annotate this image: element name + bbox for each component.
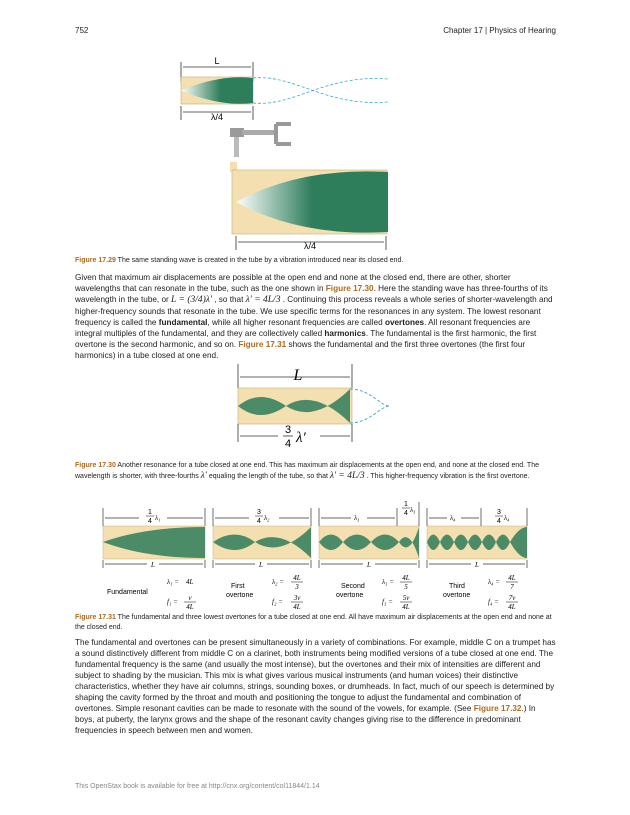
figure-link[interactable]: Figure 17.31: [238, 340, 287, 349]
svg-text:L: L: [151, 561, 155, 569]
tube-second-overtone: [319, 501, 419, 610]
wave-extension: [253, 78, 388, 103]
tuning-fork-tines: [276, 124, 291, 144]
svg-text:4L: 4L: [186, 603, 194, 610]
paragraph-1: Given that maximum air displacements are possible at the open end and none at the closed end, there are other, shorter wavelengths that can resonate in the tube, such as the one shown in Figure 17.30. Here the standing wave has three-fourths of its wavelength in the tube, or L = (3/4)λ′ , so that λ′ = 4L/3 . Continuing this process reveals a whole series of shorter-wavelength and higher-frequency sounds that resonate in the tube. We use specific terms for the resonances in any system. The lowest resonant frequency is called the fundamental, while all higher resonant frequencies are called overtones. All resonant frequencies are integral multiples of the fundamental, and they are collectively called harmonics. The fundamental is the first harmonic, the first overtone is the second harmonic, and so on. Figure 17.31 shows the fundamental and the first three overtones (the first four harmonics) in a tube closed at one end.: [75, 273, 553, 360]
svg-text:λ₂: λ₂: [264, 514, 270, 522]
svg-text:3: 3: [497, 509, 501, 516]
caption-17-29: Figure 17.29 The same standing wave is created in the tube by a vibration introduced near its closed end.: [75, 257, 404, 264]
figure-17-29: [150, 52, 390, 252]
svg-text:4L: 4L: [293, 574, 301, 582]
chapter-header: Chapter 17 | Physics of Hearing: [443, 26, 556, 35]
svg-text:λ₃: λ₃: [410, 506, 416, 514]
svg-text:λ₂ =: λ₂ =: [272, 578, 284, 586]
svg-text:4L: 4L: [293, 603, 301, 610]
tube-first-overtone: [213, 508, 311, 610]
svg-text:4: 4: [257, 518, 261, 525]
svg-text:3: 3: [257, 509, 261, 516]
tuning-fork-stem: [234, 137, 239, 157]
svg-text:v: v: [188, 594, 192, 602]
svg-text:λ₄: λ₄: [504, 514, 510, 522]
svg-text:1: 1: [148, 509, 152, 516]
page-number: 752: [75, 26, 89, 35]
svg-text:4L: 4L: [402, 574, 410, 582]
figure-link[interactable]: Figure 17.30: [325, 284, 374, 293]
svg-text:4: 4: [404, 510, 408, 517]
frac-num: 3: [284, 424, 292, 436]
footer: This OpenStax book is available for free at http://cnx.org/content/col11844/1.14: [75, 783, 320, 790]
svg-text:λ₄ =: λ₄ =: [488, 578, 500, 586]
svg-text:4: 4: [497, 518, 501, 525]
svg-text:L: L: [367, 561, 371, 569]
svg-text:λ₃: λ₃: [354, 514, 360, 522]
svg-text:L: L: [475, 561, 479, 569]
svg-text:5: 5: [404, 583, 408, 591]
tube-third-overtone: [427, 508, 527, 610]
tube-fundamental: [103, 508, 205, 610]
caption-17-31: Figure 17.31 The fundamental and three lowest overtones for a tube closed at one end. All have maximum air displacements at the open end and none at the closed end.: [75, 614, 552, 631]
figure-17-30: [230, 364, 400, 456]
svg-text:overtone: overtone: [226, 592, 254, 599]
svg-text:f₁ =: f₁ =: [167, 598, 178, 606]
figure-link[interactable]: Figure 17.32: [473, 704, 522, 713]
label-L: L: [214, 56, 220, 66]
svg-text:4: 4: [148, 518, 152, 525]
svg-text:4L: 4L: [402, 603, 410, 610]
svg-text:f₃ =: f₃ =: [382, 598, 393, 606]
svg-text:L: L: [259, 561, 263, 569]
svg-text:overtone: overtone: [336, 592, 364, 599]
svg-text:f₂ =: f₂ =: [272, 598, 283, 606]
wave-extension: [350, 389, 390, 423]
label-L: L: [293, 367, 303, 384]
svg-text:4L: 4L: [508, 603, 516, 610]
label-lambda-quarter: λ/4: [210, 112, 224, 122]
tuning-fork-handle: [242, 130, 276, 135]
svg-text:3: 3: [295, 583, 299, 591]
svg-text:f₄ =: f₄ =: [488, 598, 499, 606]
svg-text:7v: 7v: [508, 594, 516, 602]
lambda-prime: λ′: [296, 430, 306, 446]
svg-text:λ₄: λ₄: [450, 514, 456, 522]
label-lambda-quarter-large: λ/4: [303, 241, 317, 251]
svg-text:4L: 4L: [508, 574, 516, 582]
tuning-fork: [230, 128, 244, 137]
svg-text:Third: Third: [449, 583, 465, 590]
svg-text:λ₃ =: λ₃ =: [382, 578, 394, 586]
figure-17-31: [95, 500, 535, 610]
svg-text:3v: 3v: [293, 594, 301, 602]
paragraph-2: The fundamental and overtones can be present simultaneously in a variety of combinations. For example, middle C on a trumpet has a sound distinctively different from middle C on a clarinet, both instruments being modified versions of a tube closed at one end. The fundamental frequency is the same (and usually the most intense), but the overtones and their mix of intensities are different and subject to shading by the musician. This mix is what gives various musical instruments (and human voices) their distinctive characteristics, whether they have air columns, strings, sounding boxes, or drumheads. In fact, much of our speech is determined by shaping the cavity formed by the throat and mouth and positioning the tongue to adjust the fundamental and combination of overtones. Simple resonant cavities can be made to resonate with the sound of the vowels, for example. (See Figure 17.32.) In boys, at puberty, the larynx grows and the shape of the resonant cavity changes giving rise to the difference in predominant frequencies in speech between men and women.: [75, 638, 556, 735]
svg-text:Fundamental: Fundamental: [107, 589, 148, 596]
svg-text:Second: Second: [341, 583, 365, 590]
svg-text:5v: 5v: [402, 594, 410, 602]
svg-text:First: First: [231, 583, 245, 590]
svg-text:4L: 4L: [186, 578, 194, 586]
svg-text:λ₁ =: λ₁ =: [167, 578, 179, 586]
svg-text:1: 1: [404, 501, 408, 508]
svg-text:7: 7: [510, 583, 514, 591]
frac-den: 4: [284, 438, 292, 450]
wave-extension: [253, 78, 388, 103]
svg-text:overtone: overtone: [443, 592, 471, 599]
caption-17-30: Figure 17.30 Another resonance for a tube closed at one end. This has maximum air displacements at the open end, and none at the closed end. The wavelength is shorter, with three-fourths λ′ equaling the length of the tube, so that λ′ = 4L/3 . This higher-frequency vibration is the first overtone.: [75, 462, 539, 481]
svg-text:λ₁: λ₁: [155, 514, 161, 522]
